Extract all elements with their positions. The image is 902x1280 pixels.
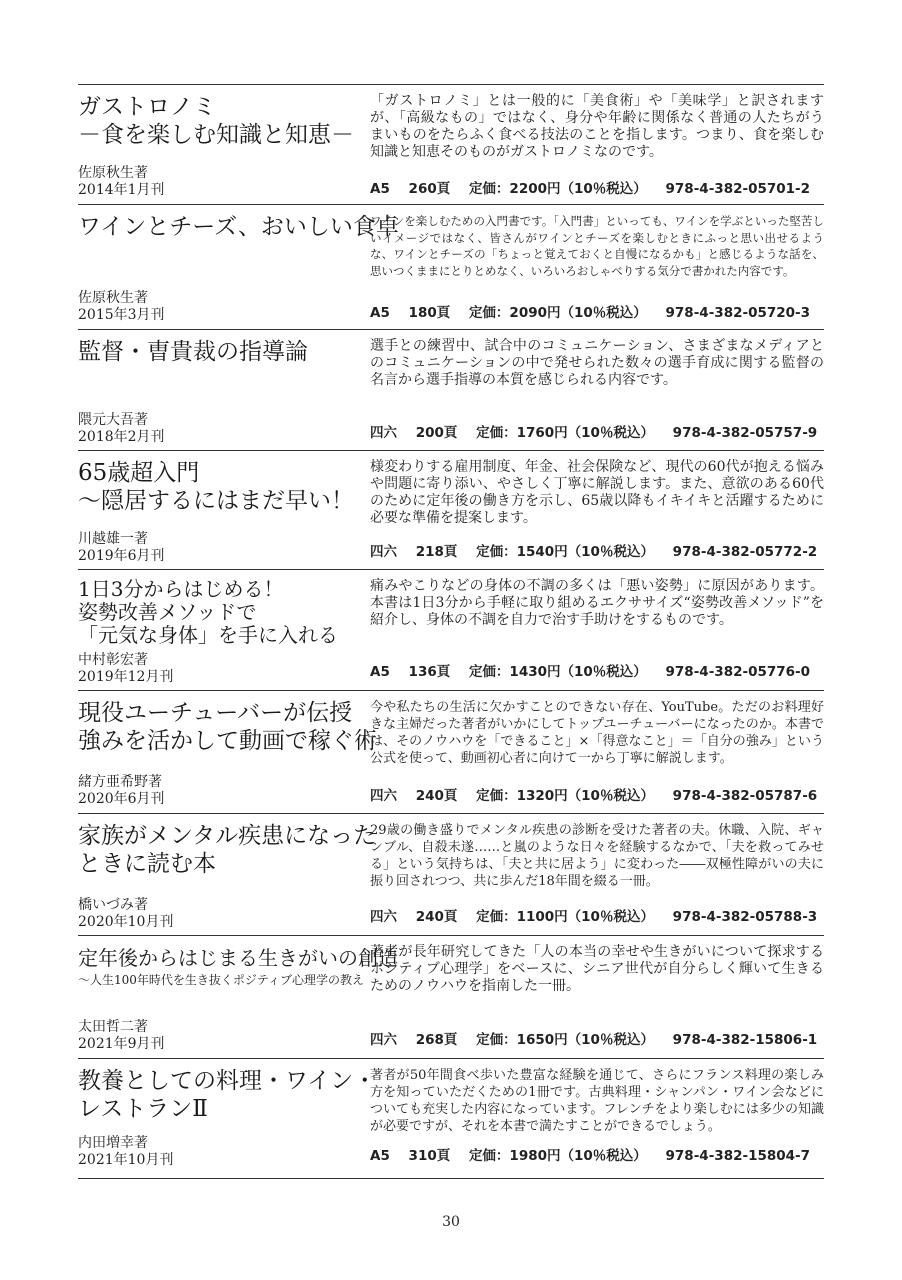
book-pages: 240頁 [415, 909, 458, 925]
book-isbn: 978-4-382-05788-3 [672, 909, 818, 925]
book-published: 2021年9月刊 [78, 1036, 165, 1052]
book-meta [370, 905, 831, 925]
book-description: 痛みやこりなどの身体の不調の多くは「悪い姿勢」に原因があります。本書は1日3分から手軽に取り組めるエクササイズ“姿勢改善メソッド”を紹介し、身体の不調を自力で治す手助けをするものです。 [370, 578, 824, 628]
book-description: 選手との練習中、試合中のコミュニケーション、さまざまなメディアとのコミュニケーションの中で発せられた数々の選手育成に関する監督の名言から選手指導の本質を感じられる内容です。 [370, 338, 824, 388]
book-format: A5 [370, 181, 390, 197]
book-published: 2019年12月刊 [78, 669, 174, 685]
book-title-line: 「元気な身体」を手に入れる [78, 623, 338, 647]
book-pages: 310頁 [408, 1148, 451, 1164]
book-title [78, 578, 368, 647]
book-author: 太田哲二著 [78, 1019, 148, 1035]
book-author: 橋いづみ著 [78, 897, 148, 913]
book-meta [370, 1028, 831, 1048]
book-meta [370, 660, 824, 680]
book-isbn: 978-4-382-15804-7 [665, 1148, 811, 1164]
book-entry [78, 450, 824, 569]
book-price: 定価：1650円（10％税込） [476, 1032, 654, 1048]
book-description: 「ガストロノミ」とは一般的に「美食術」や「美味学」と訳されますが、「高級なもの」ではなく、身分や年齢に関係なく普通の人たちがうまいものをたらふく食べる技法のことを指します。つまり、食を楽しむ知識と知恵そのものがガストロノミなのです。 [370, 93, 824, 160]
book-price: 定価：1980円（10％税込） [468, 1148, 647, 1164]
book-published: 2019年6月刊 [78, 548, 165, 564]
book-published: 2015年3月刊 [78, 307, 165, 323]
book-title [78, 822, 377, 878]
book-published: 2018年2月刊 [78, 429, 165, 445]
book-description-block [370, 570, 824, 629]
book-title-line: 1日3分からはじめる！ [78, 577, 284, 601]
book-isbn: 978-4-382-05720-3 [665, 305, 811, 321]
book-format: 四六 [370, 544, 397, 560]
book-published: 2021年10月刊 [78, 1152, 174, 1168]
book-title-line: ワインとチーズ、おいしい食卓 [78, 214, 399, 240]
book-author: 中村彰宏著 [78, 652, 148, 668]
book-description: 今や私たちの生活に欠かすことのできない存在、YouTube。ただのお料理好きな主婦だった著者がいかにしてトップユーチューバーになったのか。本書では、そのノウハウを「できること」×「得意なこと」＝「自分の強み」という公式を使って、動画初心者に向けて一から丁寧に解説します。 [370, 700, 824, 766]
book-title [78, 459, 368, 515]
book-meta [370, 540, 831, 560]
book-price: 定価：1320円（10％税込） [476, 788, 654, 804]
book-isbn: 978-4-382-05772-2 [672, 544, 818, 560]
book-description-block [370, 814, 824, 890]
book-title-line: －食を楽しむ知識と知恵－ [78, 122, 354, 148]
book-title-block [78, 1059, 377, 1123]
catalog-page [78, 84, 824, 1179]
book-pages: 218頁 [415, 544, 458, 560]
book-description-block [370, 451, 824, 527]
book-description-block [370, 85, 824, 161]
book-isbn: 978-4-382-15806-1 [672, 1032, 818, 1048]
book-isbn: 978-4-382-05757-9 [672, 425, 818, 441]
book-pages: 260頁 [408, 181, 451, 197]
book-title [78, 213, 399, 241]
book-author: 川越雄一著 [78, 531, 148, 547]
book-title [78, 93, 368, 149]
book-entry [78, 204, 824, 329]
book-isbn: 978-4-382-05701-2 [665, 181, 811, 197]
book-format: A5 [370, 1148, 390, 1164]
book-title [78, 1067, 377, 1123]
book-title-line: 強みを活かして動画で稼ぐ術 [78, 728, 377, 754]
book-description: 29歳の働き盛りでメンタル疾患の診断を受けた著者の夫。休職、入院、ギャンブル、自殺未遂……と嵐のような日々を経験するなかで、「夫を救ってみせる」という気持ちは、「夫と共に居よう」に変わった――双極性障がいの夫に振り回されつつ、共に歩んだ18年間を綴る一冊。 [370, 823, 824, 889]
book-meta [370, 421, 831, 441]
book-author: 緒方亜希野著 [78, 774, 162, 790]
book-entry [78, 1058, 824, 1179]
book-price: 定価：1100円（10％税込） [476, 909, 654, 925]
book-format: A5 [370, 305, 390, 321]
book-price: 定価：1540円（10％税込） [476, 544, 654, 560]
book-pages: 200頁 [415, 425, 458, 441]
book-price: 定価：2090円（10％税込） [468, 305, 647, 321]
book-pages: 268頁 [415, 1032, 458, 1048]
book-description: 著者が長年研究してきた「人の本当の幸せや生きがいについて探求するポジティブ心理学」をベースに、シニア世代が自分らしく輝いて生きるためのノウハウを指南した一冊。 [370, 944, 824, 994]
book-description: 様変わりする雇用制度、年金、社会保険など、現代の60代が抱える悩みや問題に寄り添い、やさしく丁寧に解説します。また、意欲のある60代のために定年後の働き方を示し、65歳以降もイキイキと活躍するために必要な準備を提案します。 [370, 459, 824, 526]
book-meta [370, 177, 824, 197]
book-title-line: 姿勢改善メソッドで [78, 600, 257, 624]
book-isbn: 978-4-382-05787-6 [672, 788, 818, 804]
book-title-line: ときに読む本 [78, 851, 216, 877]
book-entry [78, 329, 824, 450]
book-meta [370, 1144, 824, 1164]
book-published: 2014年1月刊 [78, 182, 165, 198]
book-meta [370, 784, 831, 804]
book-title-line: 定年後からはじまる生きがいの創造 [78, 946, 398, 970]
book-pages: 180頁 [408, 305, 451, 321]
book-entry [78, 813, 824, 935]
book-author: 隈元大吾著 [78, 412, 148, 428]
page-number: 30 [442, 1214, 460, 1230]
book-title-block [78, 691, 377, 755]
book-published: 2020年6月刊 [78, 791, 165, 807]
book-title-block [78, 85, 368, 149]
book-format: A5 [370, 664, 390, 680]
book-format: 四六 [370, 1032, 397, 1048]
book-pages: 240頁 [415, 788, 458, 804]
book-title-line: 監督・曺貴裁の指導論 [78, 339, 308, 365]
book-title-line: 家族がメンタル疾患になった [78, 823, 377, 849]
book-description-block [370, 330, 824, 389]
book-title-line: 現役ユーチューバーが伝授 [78, 700, 353, 726]
book-description-block [370, 936, 824, 995]
book-isbn: 978-4-382-05776-0 [665, 664, 811, 680]
book-description: 著者が50年間食べ歩いた豊富な経験を通じて、さらにフランス料理の楽しみ方を知っていただくための1冊です。古典料理・シャンパン・ワイン会などについても充実した内容になっています。フレンチをより楽しむには多少の知識が必要ですが、それを本書で満たすことができるでしょう。 [370, 1068, 824, 1134]
book-entry [78, 690, 824, 813]
book-format: 四六 [370, 788, 397, 804]
book-title-block [78, 936, 398, 988]
book-entry [78, 84, 824, 204]
book-title-line: 65歳超入門 [78, 460, 200, 486]
book-description-block [370, 1059, 824, 1135]
book-title-line: レストランⅡ [78, 1096, 208, 1122]
book-format: 四六 [370, 425, 397, 441]
book-title-block [78, 451, 368, 515]
book-price: 定価：1430円（10％税込） [468, 664, 647, 680]
book-description-block [370, 205, 824, 279]
book-description: ワインを楽しむための入門書です。「入門書」といっても、ワインを学ぶといった堅苦しいイメージではなく、皆さんがワインとチーズを楽しむときにふっと思い出せるような、ワインとチーズの「ちょっと覚えておくと自慢になるかも」と感じるような話を、思いつくままにとりとめなく、いろいろおしゃべりする気分で書かれた内容です。 [370, 214, 824, 278]
book-title-block [78, 330, 368, 366]
book-title-block [78, 570, 368, 647]
book-entry [78, 935, 824, 1058]
book-title-line: ガストロノミ [78, 94, 216, 120]
book-meta [370, 301, 824, 321]
book-title-block [78, 814, 377, 878]
book-title [78, 699, 377, 755]
book-price: 定価：1760円（10％税込） [476, 425, 654, 441]
book-title [78, 944, 398, 972]
book-title-block [78, 205, 399, 241]
book-author: 佐原秋生著 [78, 165, 148, 181]
book-published: 2020年10月刊 [78, 914, 174, 930]
book-price: 定価：2200円（10％税込） [468, 181, 647, 197]
book-author: 佐原秋生著 [78, 290, 148, 306]
book-pages: 136頁 [408, 664, 451, 680]
book-title-line: ～隠居するにはまだ早い！ [78, 488, 354, 514]
book-format: 四六 [370, 909, 397, 925]
book-subtitle: ～人生100年時代を生き抜くポジティブ心理学の教え [78, 973, 364, 987]
book-title [78, 338, 368, 366]
book-description-block [370, 691, 824, 767]
book-title-line: 教養としての料理・ワイン・ [78, 1068, 377, 1094]
book-entry [78, 569, 824, 690]
book-author: 内田増幸著 [78, 1135, 148, 1151]
